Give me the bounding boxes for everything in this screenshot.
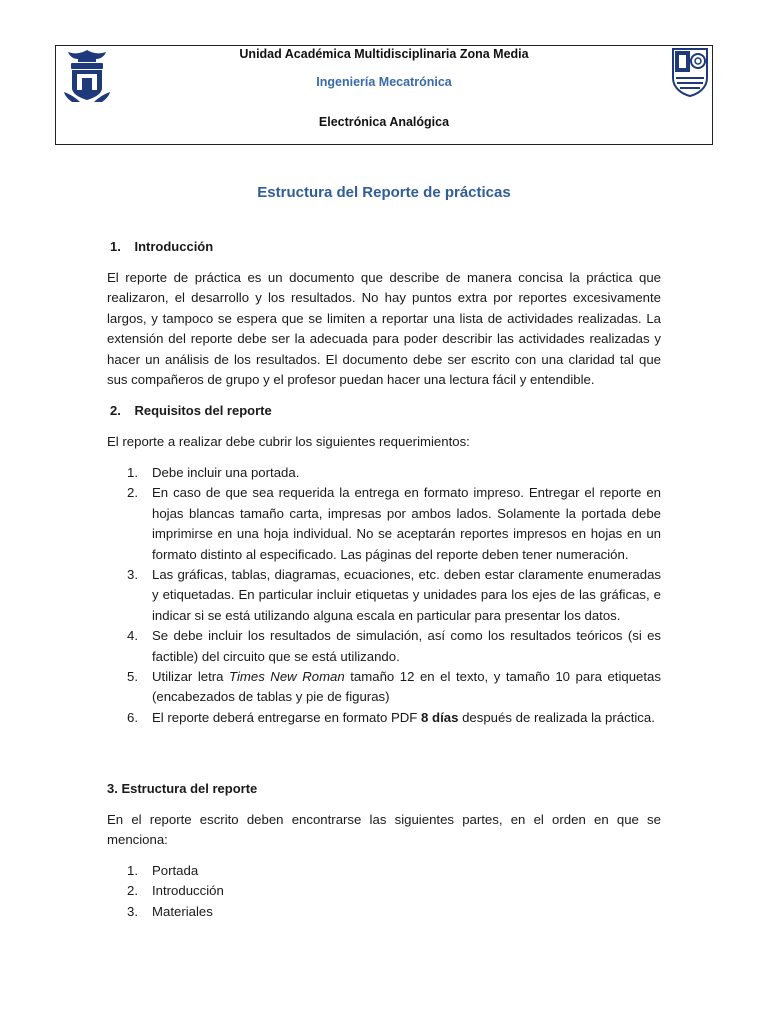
list-item [107, 463, 661, 483]
list-item [107, 861, 661, 881]
section-number: 2. [110, 403, 121, 418]
structure-lead: En el reporte escrito deben encontrarse las siguientes partes, en el orden en que se menciona: [107, 812, 661, 848]
list-item [107, 881, 661, 901]
list-item [107, 483, 661, 565]
structure-list [107, 861, 661, 922]
list-item [107, 708, 661, 728]
list-item [107, 626, 661, 667]
item-text: Las gráficas, tablas, diagramas, ecuaciones, etc. deben estar claramente enumeradas y etiquetadas. En particular incluir etiquetas y unidades para los ejes de las gráficas, e indicar si se está utilizando alguna escala en particular para presentar los datos. [152, 567, 661, 623]
item-number: 3. [127, 903, 138, 919]
list-item [107, 902, 661, 922]
item-number: 1. [127, 863, 138, 878]
item-number: 1. [127, 465, 138, 480]
item-text: Materiales [152, 903, 213, 919]
section-title: Requisitos del reporte [134, 403, 272, 418]
item-number: 6. [127, 709, 138, 725]
item-number: 2. [127, 883, 138, 899]
intro-paragraph: El reporte de práctica es un documento que describe de manera concisa la práctica que realizaron, el desarrollo y los resultados. No hay puntos extra por reportes excesivamente largos, y tampoco se espera que se limiten a reportar una lista de actividades realizadas. La extensión del reporte debe ser la adecuada para poder describir las actividades realizadas y hacer un análisis de los resultados. El documento debe ser escrito con una claridad tal que sus compañeros de grupo y el profesor puedan hacer una lectura fácil y entendible. [107, 270, 661, 388]
requirements-list [107, 463, 661, 728]
item-number: 4. [127, 628, 138, 644]
requirements-lead: El reporte a realizar debe cubrir los siguientes requerimientos: [107, 434, 470, 449]
course-name: Electrónica Analógica [318, 115, 450, 129]
item-number: 3. [127, 567, 138, 583]
item-text: Portada [152, 863, 199, 878]
list-item [107, 565, 661, 626]
item-number: 5. [127, 669, 138, 685]
item-number: 2. [127, 485, 138, 501]
font-name-emphasis: Times New Roman [229, 669, 345, 685]
document-title: Estructura del Reporte de prácticas [257, 184, 511, 201]
item-text-post: después de realizada la práctica. [458, 709, 655, 725]
deadline-emphasis: 8 días [421, 709, 459, 725]
section-requirements-heading [110, 403, 272, 418]
section-intro-heading [110, 239, 213, 254]
program-name: Ingeniería Mecatrónica [316, 75, 452, 89]
item-text: Se debe incluir los resultados de simulación, así como los resultados teóricos (si es factible) del circuito que se está utilizando. [152, 628, 661, 664]
item-text: En caso de que sea requerida la entrega en formato impreso. Entregar el reporte en hojas blancas tamaño carta, impresas por ambos lados. Solamente la portada debe imprimirse en una hoja individual. No se aceptarán reportes impresos en hojas en un formato distinto al especificado. Las páginas del reporte deben tener numeración. [152, 485, 661, 562]
section-title: Introducción [134, 239, 214, 254]
section-number: 1. [110, 239, 121, 254]
item-text-pre: Utilizar letra [152, 669, 229, 685]
list-item [107, 667, 661, 708]
section-structure-heading: 3. Estructura del reporte [107, 781, 258, 796]
item-text: Debe incluir una portada. [152, 465, 300, 480]
item-text: Introducción [152, 883, 224, 899]
item-text-post: tamaño 12 en el texto, y tamaño 10 para etiquetas (encabezados de tablas y pie de figuras) [152, 669, 661, 705]
item-text-pre: El reporte deberá entregarse en formato PDF [152, 709, 422, 725]
institution-name: Unidad Académica Multidisciplinaria Zona Media [239, 47, 529, 61]
